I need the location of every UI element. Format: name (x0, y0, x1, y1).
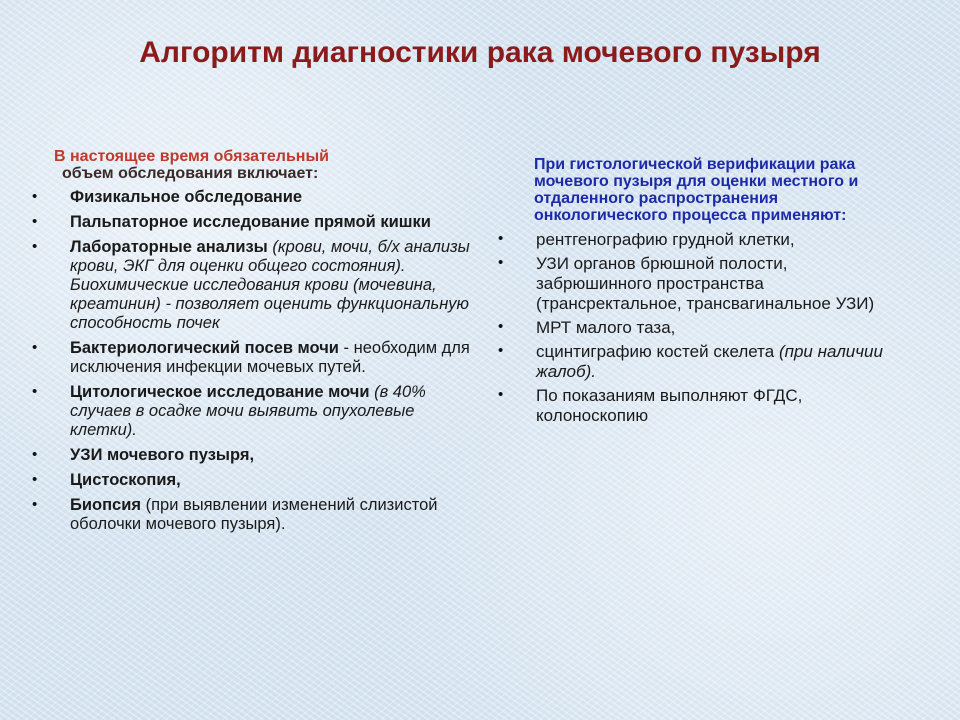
item-bold-text: УЗИ мочевого пузыря, (70, 446, 255, 464)
bullet-icon: • (498, 318, 504, 335)
list-item (498, 254, 898, 314)
list-item (498, 230, 898, 250)
item-text: - необходим для исключения инфекции мочевых путей. (70, 339, 470, 376)
item-text: УЗИ органов брюшной полости, забрюшинного пространства (трансректальное, трансвагинальное УЗИ) (536, 254, 875, 313)
right-list (498, 230, 898, 426)
list-item (32, 446, 472, 465)
item-text: рентгенографию грудной клетки, (536, 230, 795, 249)
bullet-icon: • (498, 342, 504, 359)
bullet-icon: • (32, 383, 38, 400)
item-bold-text: Цистоскопия, (70, 471, 181, 489)
item-bold-text: Биопсия (70, 496, 141, 514)
item-text: (при выявлении изменений слизистой оболочки мочевого пузыря). (70, 496, 438, 533)
item-italic-text: (при наличии жалоб). (536, 342, 883, 381)
item-bold-text: Пальпаторное исследование прямой кишки (70, 213, 431, 231)
bullet-icon: • (498, 230, 504, 247)
list-item (32, 496, 472, 534)
list-item (498, 318, 898, 338)
list-item (32, 383, 472, 440)
item-text: сцинтиграфию костей скелета (536, 342, 779, 361)
right-intro: При гистологической верификации рака мочевого пузыря для оценки местного и отдаленного распространения онкологического процесса применяют: (534, 156, 859, 224)
item-bold-text: Физикальное обследование (70, 188, 303, 206)
bullet-icon: • (32, 496, 38, 513)
bullet-icon: • (32, 339, 38, 356)
bullet-icon: • (498, 386, 504, 403)
left-intro-line1: В настоящее время обязательный (54, 148, 329, 165)
left-list (32, 188, 472, 534)
item-text: По показаниям выполняют ФГДС, колоноскопию (536, 386, 803, 425)
bullet-icon: • (32, 238, 38, 255)
list-item (32, 188, 472, 207)
bullet-icon: • (32, 471, 38, 488)
list-item (498, 386, 898, 426)
item-italic-text: (крови, мочи, б/х анализы крови, ЭКГ для оценки общего состояния). Биохимические исследования крови (мочевина, креатинин) - позволяет оценить функциональную способность почек (70, 238, 470, 332)
left-column (32, 148, 472, 540)
item-bold-text: Цитологическое исследование мочи (70, 383, 370, 401)
item-text: МРТ малого таза, (536, 318, 676, 337)
list-item (32, 213, 472, 232)
slide-title: Алгоритм диагностики рака мочевого пузыря (139, 36, 821, 69)
bullet-icon: • (32, 213, 38, 230)
bullet-icon: • (32, 446, 38, 463)
item-bold-text: Лабораторные анализы (70, 238, 273, 256)
item-bold-text: Бактериологический посев мочи (70, 339, 339, 357)
list-item (32, 238, 472, 333)
right-column (498, 156, 898, 430)
list-item (32, 471, 472, 490)
bullet-icon: • (498, 254, 504, 271)
list-item (32, 339, 472, 377)
left-intro (32, 148, 472, 182)
item-italic-text: (в 40% случаев в осадке мочи выявить опухолевые клетки). (70, 383, 426, 439)
left-intro-line2: объем обследования включает: (62, 165, 319, 182)
list-item (498, 342, 898, 382)
bullet-icon: • (32, 188, 38, 205)
